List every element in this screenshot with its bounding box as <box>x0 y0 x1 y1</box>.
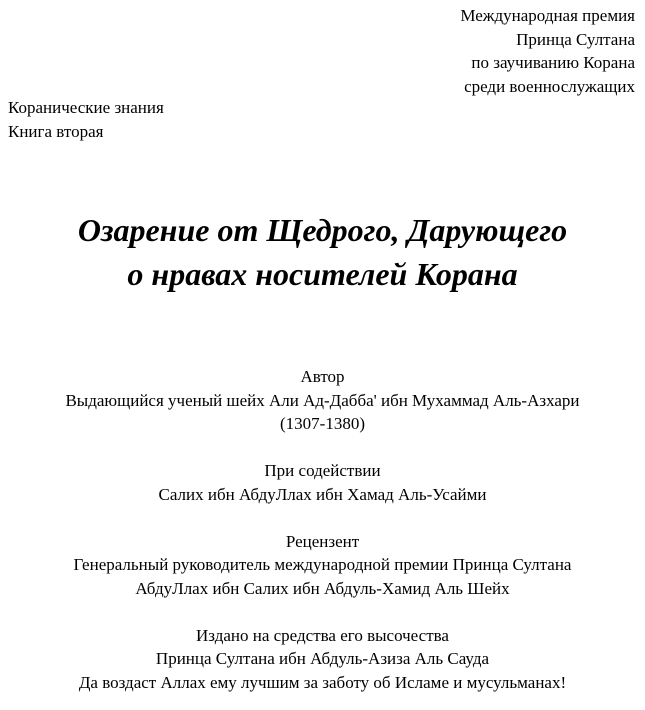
award-line: Международная премия <box>460 6 635 25</box>
author-name: Выдающийся ученый шейх Али Ад-Дабба' ибн Мухаммад Аль-Азхари <box>65 390 580 410</box>
assistance-name: Салих ибн АбдуЛлах ибн Хамад Аль-Усайми <box>158 484 487 504</box>
reviewer-heading: Рецензент <box>285 531 360 551</box>
series-name: Коранические знания <box>8 98 164 117</box>
reviewer-name: АбдуЛлах ибн Салих ибн Абдуль-Хамид Аль Шейх <box>135 578 510 598</box>
reviewer-section <box>0 530 645 601</box>
author-years: (1307-1380) <box>280 414 365 433</box>
award-line: среди военнослужащих <box>464 76 635 96</box>
award-line: Принца Султана <box>516 29 635 49</box>
publication-section <box>0 624 645 695</box>
title-line-2: о нравах носителей Корана <box>127 256 518 292</box>
reviewer-role: Генеральный руководитель международной премии Принца Султана <box>73 555 572 574</box>
assistance-heading: При содействии <box>264 461 381 480</box>
author-section <box>0 365 645 436</box>
series-volume: Книга вторая <box>8 121 104 141</box>
book-title <box>0 208 645 296</box>
publication-line-1: Издано на средства его высочества <box>196 625 449 645</box>
series-block <box>8 96 164 143</box>
award-line: по заучиванию Корана <box>471 53 635 72</box>
award-block <box>375 4 635 98</box>
publication-line-2: Принца Султана ибн Абдуль-Азиза Аль Сауда <box>155 649 490 668</box>
credits-block <box>0 365 645 694</box>
title-line-1: Озарение от Щедрого, Дарующего <box>77 212 568 248</box>
assistance-section <box>0 459 645 506</box>
publication-line-3: Да воздаст Аллах ему лучшим за заботу об Исламе и мусульманах! <box>78 672 567 692</box>
author-heading: Автор <box>300 367 345 386</box>
